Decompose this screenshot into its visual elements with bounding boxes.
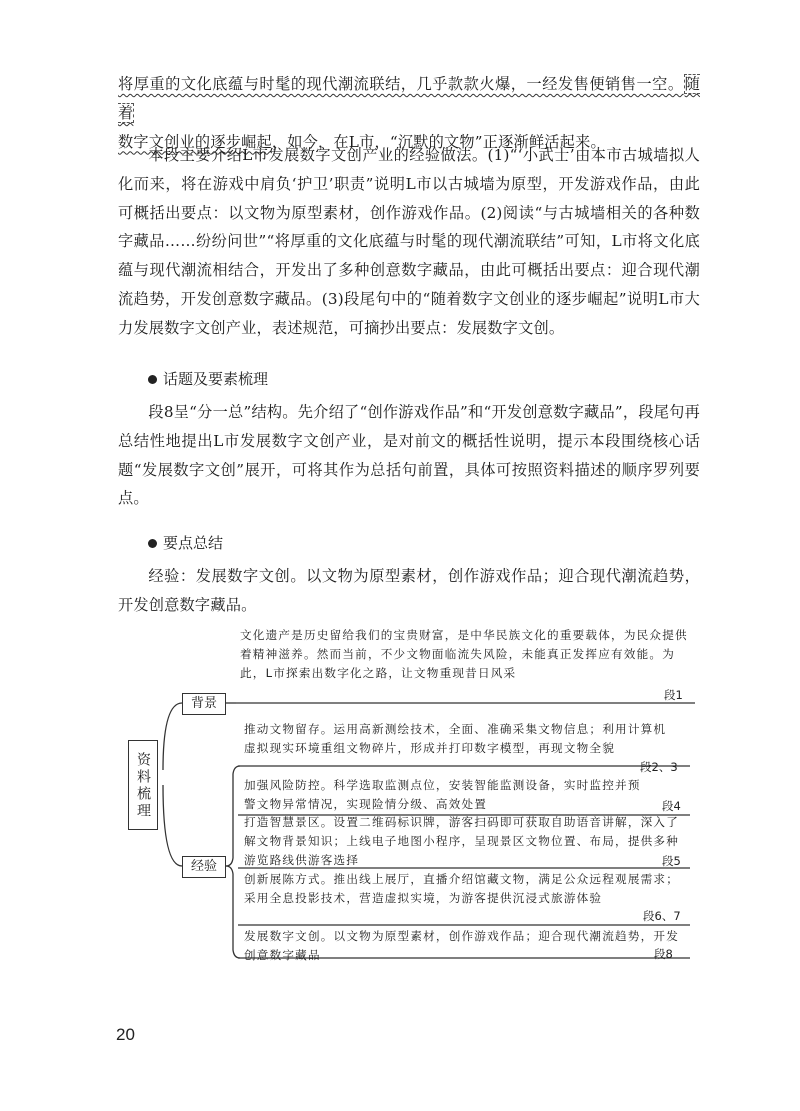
paragraph-intro-tail: ，如今，在L市，“沉默的文物”正逐渐鲜活起来。 xyxy=(271,132,606,151)
branch-background-box xyxy=(182,693,226,715)
paragraph-analysis: 本段主要介绍L市发展数字文创产业的经验做法。(1)“‘小武士’由本市古城墙拟人化而来，将在游戏中肩负‘护卫’职责”说明L市以古城墙为原型，开发游戏作品，由此可概括出要点：以文物为原型素材，创作游戏作品。(2)阅读“与古城墙相关的各种数字藏品……纷纷问世”“将厚重的文化底蕴与时髦的现代潮流联结”可知，L市将文化底蕴与现代潮流相结合，开发出了多种创意数字藏品，由此可概括出要点：迎合现代潮流趋势，开发创意数字藏品。(3)段尾句中的“随着数字文创业的逐步崛起”说明L市大力发展数字文创产业，表述规范，可摘抄出要点：发展数字文创。 xyxy=(118,146,700,337)
branch-background-label: 背景 xyxy=(190,696,217,711)
emphasized-text: 随着 xyxy=(118,75,700,122)
connector-root-background xyxy=(163,703,182,770)
experience-seg-3: 段5 xyxy=(662,854,681,868)
paragraph-structure: 段8呈“分一总”结构。先介绍了“创作游戏作品”和“开发创意数字藏品”，段尾句再总结性地提出L市发展数字文创产业，是对前文的概括性说明，提示本段围绕核心话题“发展数字文创”展开，可将其作为总括句前置，具体可按照资料描述的顺序罗列要点。 xyxy=(118,403,700,508)
experience-item-3: 打造智慧景区。设置二维码标识牌，游客扫码即可获取自助语音讲解，深入了解文物背景知识；上线电子地图小程序，呈现景区文物位置、布局，提供多种游览路线供游客选择 xyxy=(244,815,679,867)
page-number: 20 xyxy=(116,1025,135,1044)
root-label: 资料梳理 xyxy=(135,752,151,820)
experience-item-4: 创新展陈方式。推出线上展厅，直播介绍馆藏文物，满足公众远程观展需求；采用全息投影技术，营造虚拟实境，为游客提供沉浸式旅游体验 xyxy=(244,872,679,905)
diagram-root-box xyxy=(128,740,158,830)
experience-seg-2: 段4 xyxy=(662,799,681,813)
bullet-icon xyxy=(148,375,157,384)
section-heading-summary xyxy=(148,532,223,554)
heading-text: 话题及要素梳理 xyxy=(163,370,269,388)
connector-root-experience xyxy=(163,785,182,866)
wavy-underlined-text: 将厚重的文化底蕴与时髦的现代潮流联结，几乎款款火爆，一经发售便销售一空。 xyxy=(118,75,684,93)
experience-item-1: 推动文物留存。运用高新测绘技术，全面、准确采集文物信息；利用计算机虚拟现实环境重组文物碎片，形成并打印数字模型，再现文物全貌 xyxy=(244,722,667,755)
experience-seg-1: 段2、3 xyxy=(640,760,678,774)
experience-item-2: 加强风险防控。科学选取监测点位，安装智能监测设备，实时监控并预警文物异常情况，实现险情分级、高效处置 xyxy=(244,778,641,811)
background-text: 文化遗产是历史留给我们的宝贵财富，是中华民族文化的重要载体，为民众提供着精神滋养。然而当前，不少文物面临流失风险，未能真正发挥应有效能。为此，L市探索出数字化之路，让文物重现昔日风采 xyxy=(240,628,688,680)
branch-experience-label: 经验 xyxy=(190,859,217,874)
section-heading-topic xyxy=(148,368,268,390)
experience-item-5: 发展数字文创。以文物为原型素材，创作游戏作品；迎合现代潮流趋势，开发创意数字藏品 xyxy=(244,929,679,962)
paragraph-summary: 经验：发展数字文创。以文物为原型素材，创作游戏作品；迎合现代潮流趋势，开发创意数字藏品。 xyxy=(118,567,700,614)
bullet-icon xyxy=(148,539,157,548)
experience-seg-4: 段6、7 xyxy=(643,909,681,923)
emphasized-text-2: 数字文创业的逐步崛起 xyxy=(118,132,272,151)
branch-experience-box xyxy=(182,856,226,878)
experience-seg-5: 段8 xyxy=(654,947,673,961)
heading-text: 要点总结 xyxy=(163,534,224,552)
background-seg: 段1 xyxy=(664,688,683,702)
